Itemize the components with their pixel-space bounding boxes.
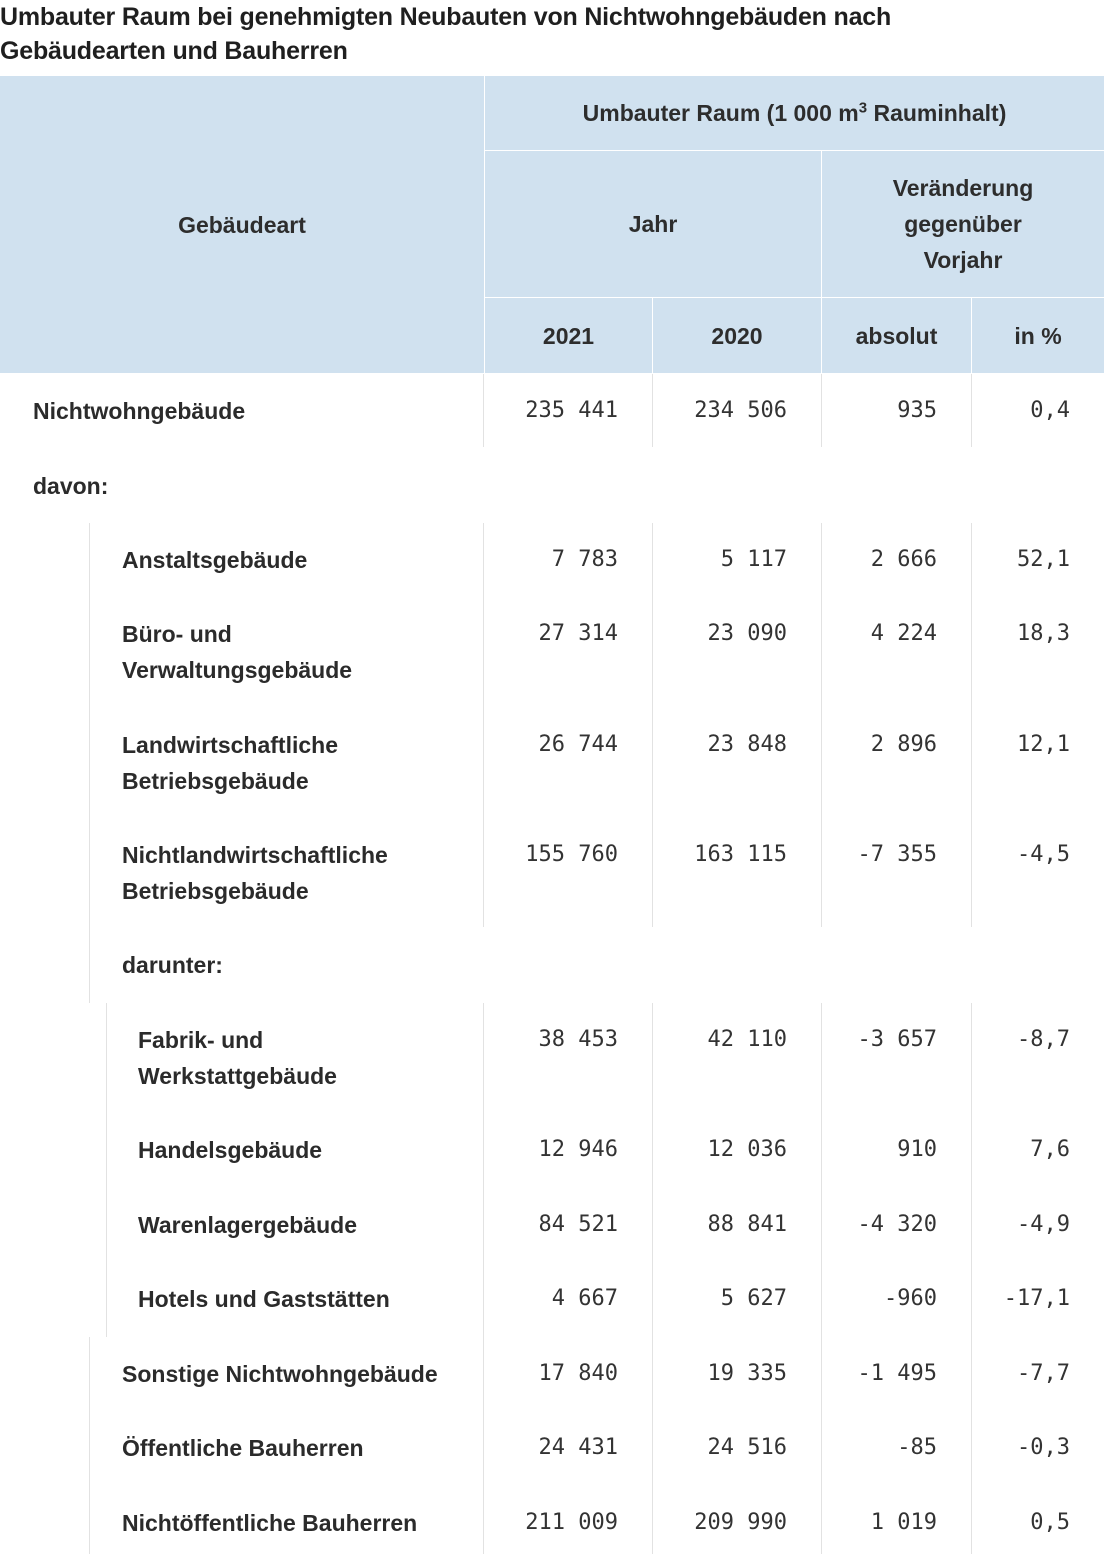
- cell-2021: 12 946: [538, 1137, 618, 1162]
- col-sep: [483, 374, 484, 447]
- col-sep: [821, 523, 822, 927]
- cell-2020: 23 848: [707, 732, 787, 757]
- header-gebaeudeart: [0, 76, 484, 373]
- row-label: Sonstige Nichtwohngebäude: [122, 1361, 438, 1387]
- col-sep: [652, 523, 653, 927]
- cell-2021: 155 760: [525, 842, 618, 867]
- cell-abs: 910: [897, 1137, 937, 1162]
- row-label: Büro- und Verwaltungsgebäude: [122, 621, 353, 683]
- row-label: Handelsgebäude: [138, 1137, 323, 1163]
- row-label: Öffentliche Bauherren: [122, 1435, 364, 1461]
- header-in-prozent: in %: [972, 298, 1104, 373]
- row-label: Nichtlandwirtschaftliche Betriebsgebäude: [122, 842, 388, 904]
- cell-pct: -17,1: [1003, 1286, 1070, 1311]
- col-sep: [652, 374, 653, 447]
- header-jahr: [485, 151, 821, 297]
- cell-pct: 7,6: [1030, 1137, 1070, 1162]
- col-sep: [821, 1003, 822, 1554]
- cell-abs: 2 896: [870, 732, 937, 757]
- cell-2020: 163 115: [694, 842, 787, 867]
- cell-pct: -7,7: [1017, 1361, 1070, 1386]
- cell-2021: 26 744: [538, 732, 618, 757]
- cell-pct: 0,5: [1030, 1510, 1070, 1535]
- cell-2021: 38 453: [538, 1027, 618, 1052]
- row-label: Nichtwohngebäude: [33, 398, 246, 424]
- cell-pct: 52,1: [1017, 547, 1070, 572]
- cell-pct: -0,3: [1017, 1435, 1070, 1460]
- header-jahr-label: Jahr: [628, 211, 678, 237]
- cell-pct: 18,3: [1017, 621, 1070, 646]
- indent-bar-davon: [89, 523, 90, 1003]
- cell-abs: 935: [897, 398, 937, 423]
- cell-2021: 17 840: [538, 1361, 618, 1386]
- cell-abs: -85: [897, 1435, 937, 1460]
- cell-2020: 234 506: [694, 398, 787, 423]
- header-group-label: Umbauter Raum (1 000 $m^3$ Rauminhalt): [582, 99, 1007, 126]
- cell-2020: 24 516: [707, 1435, 787, 1460]
- header-2020: 2020: [653, 298, 821, 373]
- row-label: Nichtöffentliche Bauherren: [122, 1510, 418, 1536]
- header-veraenderung-label: Veränderung gegenüber Vorjahr: [892, 175, 1034, 273]
- cell-2021: 211 009: [525, 1510, 618, 1535]
- cell-abs: -1 495: [857, 1361, 937, 1386]
- cell-abs: 2 666: [870, 547, 937, 572]
- row-label: Anstaltsgebäude: [122, 547, 308, 573]
- cell-2021: 84 521: [538, 1212, 618, 1237]
- cell-pct: -4,5: [1017, 842, 1070, 867]
- header-veraenderung: [822, 151, 1104, 297]
- cell-2021: 7 783: [551, 547, 618, 572]
- cell-pct: -8,7: [1017, 1027, 1070, 1052]
- cell-2021: 27 314: [538, 621, 618, 646]
- section-label-davon: davon:: [33, 473, 109, 499]
- row-label: Fabrik- und Werkstattgebäude: [138, 1027, 337, 1089]
- indent-bar-darunter: [106, 1003, 107, 1337]
- cell-pct: 0,4: [1030, 398, 1070, 423]
- cell-2020: 5 117: [720, 547, 787, 572]
- cell-2020: 12 036: [707, 1137, 787, 1162]
- indent-bar-davon: [89, 1337, 90, 1554]
- cell-2020: 23 090: [707, 621, 787, 646]
- col-sep: [652, 1003, 653, 1554]
- cell-2021: 235 441: [525, 398, 618, 423]
- cell-2020: 42 110: [707, 1027, 787, 1052]
- col-sep: [971, 523, 972, 927]
- cell-abs: -3 657: [857, 1027, 937, 1052]
- cell-abs: 1 019: [870, 1510, 937, 1535]
- cell-2020: 209 990: [694, 1510, 787, 1535]
- col-sep: [971, 1003, 972, 1554]
- col-sep: [483, 523, 484, 927]
- header-umbauter-raum: [485, 76, 1104, 150]
- cell-abs: 4 224: [870, 621, 937, 646]
- cell-2021: 4 667: [551, 1286, 618, 1311]
- cell-abs: -7 355: [857, 842, 937, 867]
- col-sep: [821, 374, 822, 447]
- cell-abs: -960: [884, 1286, 937, 1311]
- row-label: Hotels und Gaststätten: [138, 1286, 390, 1312]
- section-label-darunter: darunter:: [122, 952, 223, 978]
- header-absolut: absolut: [822, 298, 971, 373]
- cell-2021: 24 431: [538, 1435, 618, 1460]
- table-title: Umbauter Raum bei genehmigten Neubauten von Nichtwohngebäuden nach Gebäudearten und Bauherren: [0, 3, 892, 65]
- cell-pct: 12,1: [1017, 732, 1070, 757]
- cell-2020: 19 335: [707, 1361, 787, 1386]
- col-sep: [971, 374, 972, 447]
- cell-2020: 88 841: [707, 1212, 787, 1237]
- cell-abs: -4 320: [857, 1212, 937, 1237]
- header-gebaeudeart-label: Gebäudeart: [178, 211, 306, 238]
- header-2021: 2021: [485, 298, 652, 373]
- cell-pct: -4,9: [1017, 1212, 1070, 1237]
- col-sep: [483, 1003, 484, 1554]
- cell-2020: 5 627: [720, 1286, 787, 1311]
- row-label: Warenlagergebäude: [138, 1212, 357, 1238]
- row-label: Landwirtschaftliche Betriebsgebäude: [122, 732, 338, 794]
